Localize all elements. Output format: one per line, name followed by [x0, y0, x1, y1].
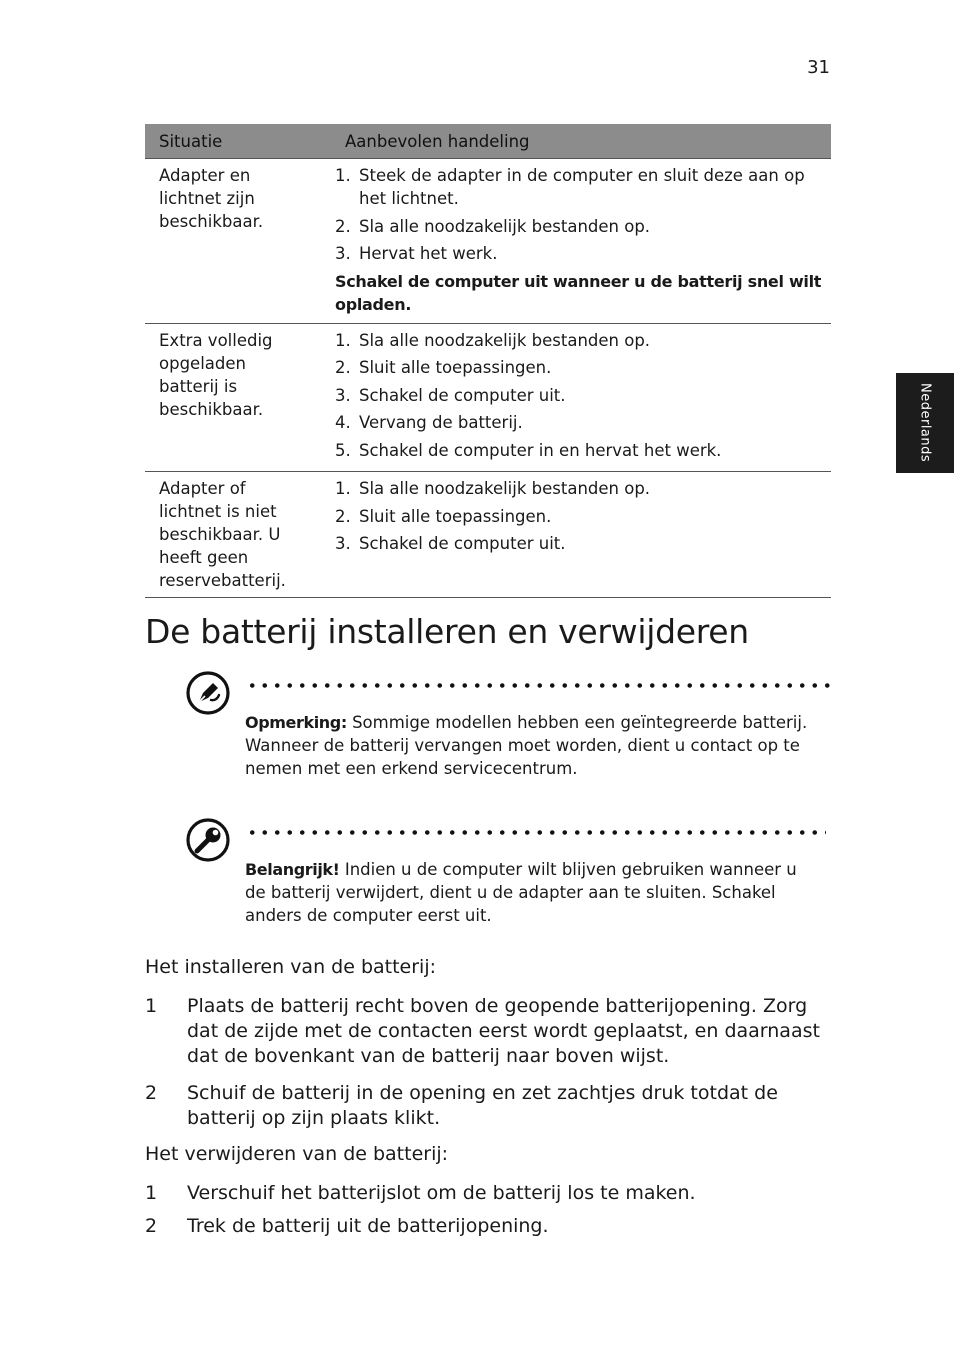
- language-side-tab: [896, 373, 954, 473]
- action-steps: [335, 477, 823, 555]
- section-title: De batterij installeren en verwijderen: [145, 612, 749, 651]
- situation-cell: Adapter of lichtnet is niet beschikbaar. U heeft geen reservebatterij.: [145, 472, 335, 598]
- action-steps: [335, 329, 823, 462]
- table-row: [145, 159, 831, 324]
- important-text: Belangrijk! Indien u de computer wilt blijven gebruiken wanneer u de batterij verwijdert, dient u de adapter aan te sluiten. Schakel anders de computer eerst uit.: [245, 860, 797, 925]
- action-cell: [335, 323, 831, 472]
- action-tip: Schakel de computer uit wanneer u de batterij snel wilt opladen.: [335, 271, 822, 314]
- action-step: 1. Sla alle noodzakelijk bestanden op.: [335, 479, 651, 498]
- important-box: [186, 818, 832, 938]
- action-step: 2. Sluit alle toepassingen.: [335, 358, 552, 377]
- dotted-divider: [246, 683, 832, 688]
- situation-cell: Extra volledig opgeladen batterij is beschikbaar.: [145, 323, 335, 472]
- action-step: 3. Hervat het werk.: [335, 244, 498, 263]
- remove-step: 2 Trek de batterij uit de batterijopening.: [145, 1215, 549, 1237]
- note-box: [186, 671, 832, 791]
- action-step: 1. Sla alle noodzakelijk bestanden op.: [335, 330, 651, 350]
- note-text: Opmerking: Sommige modellen hebben een geïntegreerde batterij. Wanneer de batterij vervangen moet worden, dient u contact op te nemen met een erkend servicecentrum.: [245, 713, 808, 778]
- situation-cell: Adapter en lichtnet zijn beschikbaar.: [145, 159, 335, 324]
- table-row: [145, 323, 831, 472]
- important-label: Belangrijk!: [245, 860, 340, 879]
- header-situatie: Situatie: [145, 124, 335, 159]
- action-steps: [335, 164, 823, 265]
- remove-step: 1 Verschuif het batterijslot om de batterij los te maken.: [145, 1182, 696, 1204]
- header-aanbevolen-handeling: Aanbevolen handeling: [335, 124, 831, 159]
- note-label: Opmerking:: [245, 713, 347, 732]
- action-step: 3. Schakel de computer uit.: [335, 385, 566, 405]
- action-step: 5. Schakel de computer in en hervat het werk.: [335, 440, 722, 460]
- side-tab-label: Nederlands: [917, 383, 933, 463]
- action-step: 3. Schakel de computer uit.: [335, 534, 566, 553]
- remove-heading: Het verwijderen van de batterij:: [145, 1143, 449, 1165]
- action-step: 1. Steek de adapter in de computer en sluit deze aan op het lichtnet.: [335, 166, 805, 208]
- install-step: 1 Plaats de batterij recht boven de geopende batterijopening. Zorg dat de zijde met de contacten eerst wordt geplaatst, en daarnaast dat de bovenkant van de batterij naar boven wijst.: [145, 995, 820, 1067]
- wrench-important-icon: [186, 818, 230, 862]
- action-step: 2. Sla alle noodzakelijk bestanden op.: [335, 216, 651, 236]
- dotted-divider: [246, 830, 826, 835]
- action-cell: [335, 472, 831, 598]
- battery-situation-table: [145, 124, 831, 598]
- install-heading: Het installeren van de batterij:: [145, 956, 437, 978]
- action-step: 2. Sluit alle toepassingen.: [335, 506, 552, 526]
- table-header-row: [145, 124, 831, 159]
- pen-note-icon: [186, 671, 230, 715]
- action-step: 4. Vervang de batterij.: [335, 413, 523, 432]
- action-cell: [335, 159, 831, 324]
- install-step: 2 Schuif de batterij in de opening en zet zachtjes druk totdat de batterij op zijn plaats klikt.: [145, 1082, 778, 1129]
- table-row: [145, 472, 831, 598]
- page-number: 31: [807, 57, 830, 78]
